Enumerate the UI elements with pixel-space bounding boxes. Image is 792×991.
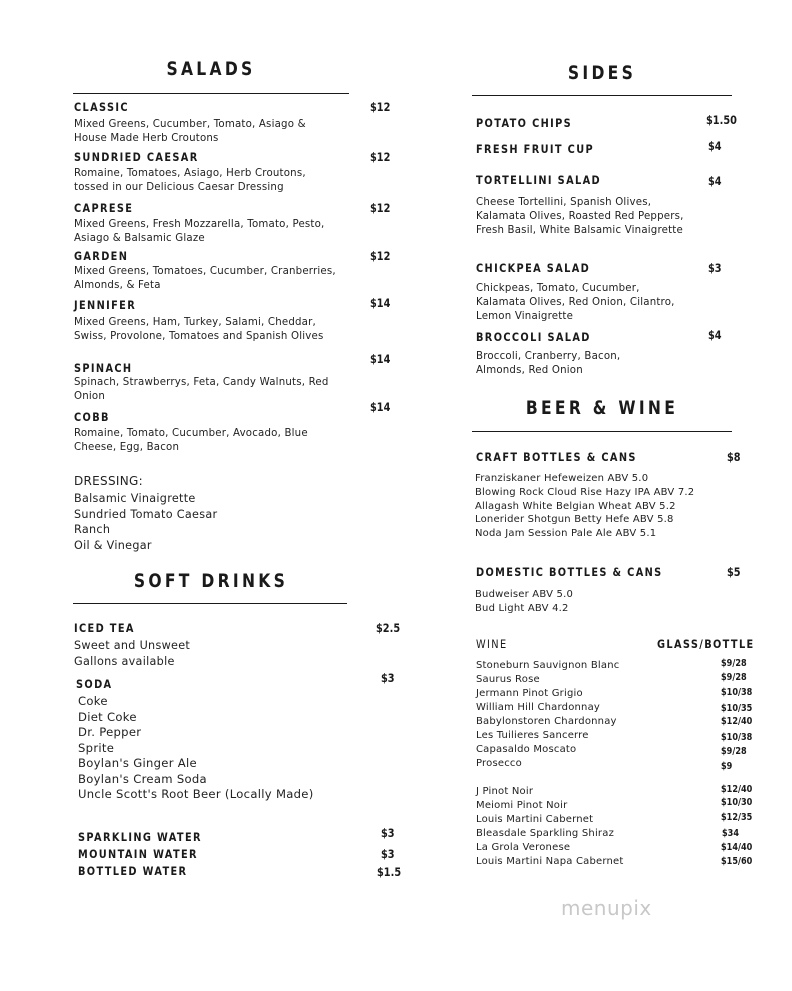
salad-spinach-desc: Spinach, Strawberrys, Feta, Candy Walnuts, Red Onion [74, 377, 329, 402]
iced-tea-line-1: Sweet and Unsweet [74, 639, 191, 652]
sides-divider [472, 95, 732, 96]
wine-price: $9 [721, 761, 733, 772]
salad-classic-price: $12 [370, 100, 391, 114]
beer-wine-heading: BEER & WINE [525, 397, 679, 419]
salad-garden-name: GARDEN [74, 249, 129, 263]
domestic-beer-name: DOMESTIC BOTTLES & CANS [476, 565, 663, 579]
salad-garden-desc: Mixed Greens, Tomatoes, Cucumber, Cranberries, Almonds, & Feta [74, 266, 336, 291]
soda-price: $3 [381, 671, 395, 685]
craft-beer-item: Allagash White Belgian Wheat ABV 5.2 [475, 500, 676, 512]
mountain-water-name: MOUNTAIN WATER [78, 847, 198, 861]
dressing-item: Ranch [74, 523, 111, 536]
salad-jennifer-price: $14 [370, 296, 391, 310]
salad-jennifer-desc: Mixed Greens, Ham, Turkey, Salami, Cheddar, Swiss, Provolone, Tomatoes and Spanish Olives [74, 317, 324, 342]
salads-divider [73, 93, 349, 94]
dressing-label: DRESSING: [74, 474, 143, 488]
soda-item: Dr. Pepper [78, 725, 142, 739]
salad-classic-name: CLASSIC [74, 100, 129, 114]
wine-name: Babylonstoren Chardonnay [476, 716, 617, 727]
salad-jennifer-name: JENNIFER [74, 298, 137, 312]
salad-cobb-price: $14 [370, 400, 391, 414]
domestic-beer-item: Budweiser ABV 5.0 [475, 589, 574, 600]
wine-name: Louis Martini Cabernet [476, 814, 594, 825]
bottled-water-price: $1.5 [377, 865, 402, 879]
iced-tea-price: $2.5 [376, 621, 401, 635]
wine-name: La Grola Veronese [476, 842, 571, 853]
wine-name: Capasaldo Moscato [476, 744, 577, 755]
dressing-item: Balsamic Vinaigrette [74, 492, 196, 505]
domestic-beer-list [475, 588, 573, 616]
dressing-item: Oil & Vinegar [74, 538, 152, 552]
salad-cobb-name: COBB [74, 410, 110, 424]
dressing-list [74, 491, 217, 553]
wine-price: $10/30 [721, 797, 753, 808]
side-fruit-cup-price: $4 [708, 139, 722, 153]
menupix-watermark: menupix [561, 896, 652, 920]
salad-sundried-caesar-desc: Romaine, Tomatoes, Asiago, Herb Croutons, tossed in our Delicious Caesar Dressing [74, 168, 306, 193]
side-fruit-cup-name: FRESH FRUIT CUP [476, 142, 595, 156]
craft-beer-item: Blowing Rock Cloud Rise Hazy IPA ABV 7.2 [475, 486, 695, 498]
side-broccoli-desc: Broccoli, Cranberry, Bacon, Almonds, Red Onion [476, 351, 621, 376]
soda-name: SODA [76, 677, 113, 691]
wine-name: Meiomi Pinot Noir [476, 800, 568, 811]
salad-spinach-name: SPINACH [74, 361, 133, 375]
soft-drinks-divider [73, 603, 347, 604]
wine-name: Bleasdale Sparkling Shiraz [476, 828, 615, 839]
side-tortellini-name: TORTELLINI SALAD [476, 173, 602, 187]
wine-name: William Hill Chardonnay [476, 702, 601, 713]
wine-price-label: GLASS/BOTTLE [657, 637, 755, 651]
side-chickpea-price: $3 [708, 261, 722, 275]
soda-item: Boylan's Ginger Ale [78, 756, 197, 770]
salad-garden-price: $12 [370, 249, 391, 263]
sparkling-water-name: SPARKLING WATER [78, 830, 202, 844]
sides-heading: SIDES [567, 62, 637, 84]
dressing-item: Sundried Tomato Caesar [74, 507, 218, 521]
wine-price: $12/35 [721, 812, 753, 823]
side-chickpea-name: CHICKPEA SALAD [476, 261, 591, 275]
soft-drinks-heading: SOFT DRINKS [133, 570, 289, 592]
wine-price: $34 [722, 828, 740, 839]
soda-item: Sprite [78, 740, 115, 755]
soda-list [78, 694, 314, 803]
wine-price: $14/40 [721, 842, 753, 853]
wine-price: $10/38 [721, 687, 753, 698]
wine-price: $10/35 [721, 703, 753, 714]
sparkling-water-price: $3 [381, 826, 395, 840]
side-broccoli-name: BROCCOLI SALAD [476, 330, 591, 344]
soda-item: Uncle Scott's Root Beer (Locally Made) [78, 787, 314, 801]
iced-tea-line-2: Gallons available [74, 655, 175, 668]
wine-label: WINE [476, 637, 508, 651]
wine-price: $9/28 [721, 658, 747, 669]
craft-beer-name: CRAFT BOTTLES & CANS [476, 450, 637, 464]
wine-price: $12/40 [721, 716, 753, 727]
side-potato-chips-name: POTATO CHIPS [476, 116, 573, 130]
salad-classic-desc: Mixed Greens, Cucumber, Tomato, Asiago & House Made Herb Croutons [74, 119, 306, 144]
craft-beer-item: Franziskaner Hefeweizen ABV 5.0 [475, 473, 649, 484]
side-tortellini-desc: Cheese Tortellini, Spanish Olives, Kalamata Olives, Roasted Red Peppers, Fresh Basil, White Balsamic Vinaigrette [476, 197, 684, 236]
wine-name: Louis Martini Napa Cabernet [476, 856, 624, 867]
side-potato-chips-price: $1.50 [706, 113, 737, 127]
side-chickpea-desc: Chickpeas, Tomato, Cucumber, Kalamata Olives, Red Onion, Cilantro, Lemon Vinaigrette [476, 283, 675, 322]
wine-name: J Pinot Noir [476, 786, 534, 797]
wine-price: $15/60 [721, 856, 753, 867]
wine-price: $9/28 [721, 672, 747, 683]
wine-name: Stoneburn Sauvignon Blanc [476, 660, 620, 671]
craft-beer-item: Noda Jam Session Pale Ale ABV 5.1 [475, 528, 657, 540]
salad-caprese-name: CAPRESE [74, 201, 134, 215]
salad-caprese-desc: Mixed Greens, Fresh Mozzarella, Tomato, Pesto, Asiago & Balsamic Glaze [74, 219, 325, 244]
salad-sundried-caesar-price: $12 [370, 150, 391, 164]
salads-heading: SALADS [166, 58, 256, 80]
wine-name: Saurus Rose [476, 674, 540, 685]
wine-price: $10/38 [721, 732, 753, 743]
salad-spinach-price: $14 [370, 352, 391, 366]
bottled-water-name: BOTTLED WATER [78, 864, 188, 878]
wine-name: Jermann Pinot Grigio [476, 688, 583, 699]
craft-beer-list [475, 472, 694, 541]
salad-caprese-price: $12 [370, 201, 391, 215]
soda-item: Boylan's Cream Soda [78, 771, 207, 786]
domestic-beer-item: Bud Light ABV 4.2 [475, 602, 569, 614]
salad-cobb-desc: Romaine, Tomato, Cucumber, Avocado, Blue Cheese, Egg, Bacon [74, 428, 308, 453]
side-tortellini-price: $4 [708, 174, 722, 188]
iced-tea-name: ICED TEA [74, 621, 135, 635]
side-broccoli-price: $4 [708, 328, 722, 342]
soda-item: Diet Coke [78, 709, 137, 724]
beer-wine-divider [472, 431, 732, 432]
craft-beer-item: Lonerider Shotgun Betty Hefe ABV 5.8 [475, 514, 674, 526]
wine-price: $9/28 [721, 746, 747, 757]
salad-sundried-caesar-name: SUNDRIED CAESAR [74, 150, 199, 164]
wine-name: Prosecco [476, 758, 522, 769]
soda-item: Coke [78, 694, 108, 708]
wine-price: $12/40 [721, 784, 753, 795]
domestic-beer-price: $5 [727, 565, 741, 579]
mountain-water-price: $3 [381, 847, 395, 861]
wine-name: Les Tuilieres Sancerre [476, 730, 589, 741]
craft-beer-price: $8 [727, 450, 741, 464]
